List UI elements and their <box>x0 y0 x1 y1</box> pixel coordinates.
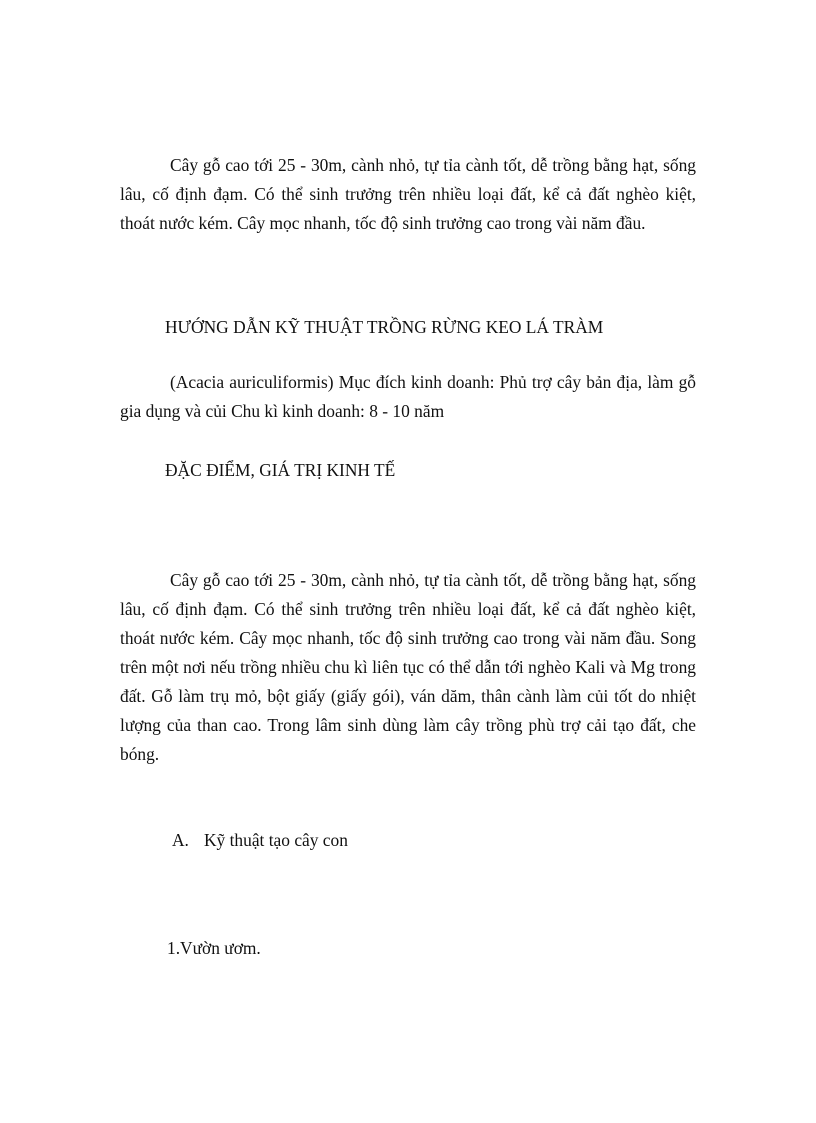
body-paragraph: Cây gỗ cao tới 25 - 30m, cành nhỏ, tự tỉa cành tốt, dễ trồng bằng hạt, sống lâu, cố định đạm. Có thể sinh trưởng trên nhiều loại đất, kể cả đất nghèo kiệt, thoát nước kém. Cây mọc nhanh, tốc độ sinh trưởng cao trong vài năm đầu. <box>120 155 696 233</box>
subsection-heading: 1.Vườn ươm. <box>167 938 261 958</box>
list-marker: A. <box>172 830 189 850</box>
list-heading-text: Kỹ thuật tạo cây con <box>204 830 348 850</box>
section-heading: ĐẶC ĐIỂM, GIÁ TRỊ KINH TẾ <box>165 460 396 480</box>
body-paragraph: Cây gỗ cao tới 25 - 30m, cành nhỏ, tự tỉa cành tốt, dễ trồng bằng hạt, sống lâu, cố định đạm. Có thể sinh trưởng trên nhiều loại đất, kể cả đất nghèo kiệt, thoát nước kém. Cây mọc nhanh, tốc độ sinh trưởng cao trong vài năm đầu. Song trên một nơi nếu trồng nhiều chu kì liên tục có thể dẫn tới nghèo Kali và Mg trong đất. Gỗ làm trụ mỏ, bột giấy (giấy gói), ván dăm, thân cành làm củi tốt do nhiệt lượng của than cao. Trong lâm sinh dùng làm cây trồng phù trợ cải tạo đất, che bóng. <box>120 570 696 764</box>
section-heading: HƯỚNG DẪN KỸ THUẬT TRỒNG RỪNG KEO LÁ TRÀM <box>165 317 604 337</box>
body-paragraph: (Acacia auriculiformis) Mục đích kinh doanh: Phủ trợ cây bản địa, làm gỗ gia dụng và củi Chu kì kinh doanh: 8 - 10 năm <box>120 372 696 421</box>
list-heading <box>172 826 348 855</box>
